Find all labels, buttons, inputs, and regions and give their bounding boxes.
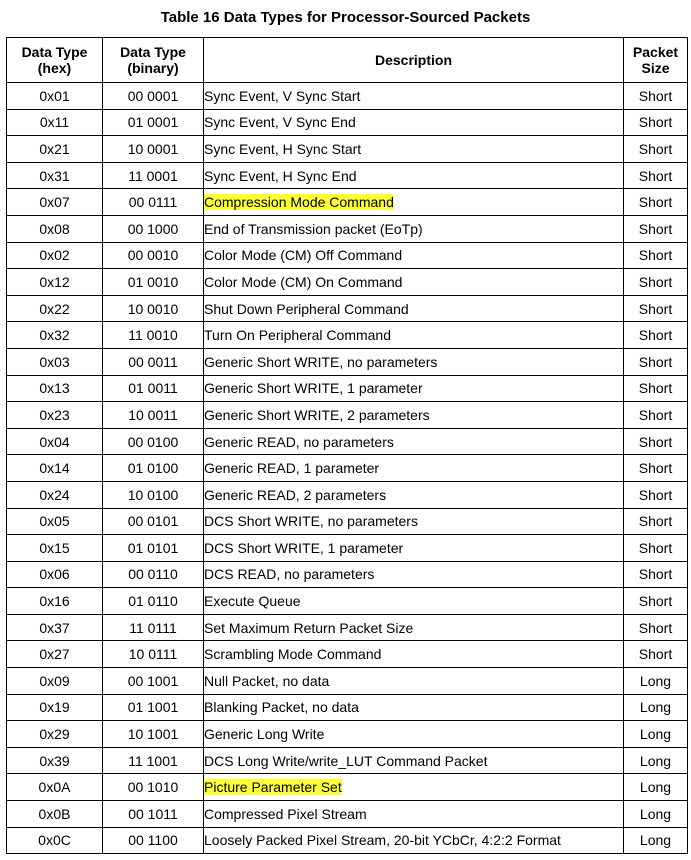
cell-description [204,694,624,721]
header-desc-text: Description [374,52,452,68]
cell-data-type-binary: 00 1000 [103,215,204,242]
cell-data-type-binary: 01 0010 [103,269,204,296]
cell-data-type-hex: 0x09 [7,668,103,695]
table-row [7,747,688,774]
cell-data-type-binary: 01 0001 [103,109,204,136]
description-text: Compressed Pixel Stream [204,805,367,822]
cell-description [204,668,624,695]
cell-description [204,269,624,296]
description-text: Sync Event, H Sync Start [204,140,362,157]
table-body [7,83,688,854]
cell-packet-size: Short [624,588,688,615]
cell-data-type-hex: 0x12 [7,269,103,296]
header-hex-line1: Data Type [21,44,88,60]
description-text: Color Mode (CM) On Command [204,273,403,290]
header-size-line1: Packet [632,44,679,60]
cell-packet-size: Short [624,614,688,641]
cell-data-type-hex: 0x07 [7,189,103,216]
description-text: Color Mode (CM) Off Command [204,247,403,264]
cell-description [204,455,624,482]
cell-data-type-binary: 00 1100 [103,827,204,854]
cell-data-type-hex: 0x23 [7,402,103,429]
cell-description [204,721,624,748]
table-row [7,641,688,668]
cell-data-type-binary: 11 1001 [103,747,204,774]
table-header-row [7,38,688,83]
cell-data-type-hex: 0x15 [7,535,103,562]
cell-data-type-binary: 11 0111 [103,614,204,641]
description-text: Generic Long Write [204,726,325,743]
cell-data-type-hex: 0x01 [7,83,103,110]
description-text: Execute Queue [204,593,301,610]
cell-data-type-hex: 0x02 [7,242,103,269]
cell-description [204,535,624,562]
table-row [7,83,688,110]
cell-data-type-hex: 0x21 [7,136,103,163]
description-text: Generic Short WRITE, 2 parameters [204,406,430,423]
cell-data-type-binary: 11 0010 [103,322,204,349]
cell-description [204,481,624,508]
cell-description [204,136,624,163]
highlighted-description-text: Picture Parameter Set [204,779,342,796]
cell-data-type-hex: 0x06 [7,561,103,588]
cell-data-type-hex: 0x13 [7,375,103,402]
cell-packet-size: Short [624,215,688,242]
cell-packet-size: Short [624,641,688,668]
table-row [7,614,688,641]
cell-data-type-binary: 11 0001 [103,162,204,189]
header-data-type-binary [103,38,204,83]
cell-data-type-hex: 0x05 [7,508,103,535]
description-text: Turn On Peripheral Command [204,327,392,344]
cell-packet-size: Long [624,801,688,828]
cell-description [204,83,624,110]
cell-description [204,614,624,641]
table-row [7,109,688,136]
cell-packet-size: Short [624,189,688,216]
description-text: Generic Short WRITE, no parameters [204,353,438,370]
cell-description [204,348,624,375]
cell-data-type-hex: 0x24 [7,481,103,508]
description-text: Set Maximum Return Packet Size [204,619,414,636]
cell-description [204,641,624,668]
cell-packet-size: Long [624,827,688,854]
cell-data-type-hex: 0x37 [7,614,103,641]
table-caption: Table 16 Data Types for Processor-Sourced Packets [160,9,531,26]
cell-data-type-binary: 00 0100 [103,428,204,455]
cell-data-type-binary: 00 1010 [103,774,204,801]
cell-data-type-hex: 0x0B [7,801,103,828]
cell-data-type-binary: 00 0111 [103,189,204,216]
cell-packet-size: Short [624,83,688,110]
cell-data-type-binary: 10 0011 [103,402,204,429]
description-text: Blanking Packet, no data [204,699,359,716]
cell-packet-size: Short [624,402,688,429]
cell-packet-size: Long [624,747,688,774]
description-text: Generic READ, 2 parameters [204,486,387,503]
cell-packet-size: Short [624,109,688,136]
description-text: Null Packet, no data [204,672,330,689]
table-row [7,215,688,242]
cell-packet-size: Long [624,721,688,748]
table-row [7,694,688,721]
cell-packet-size: Short [624,481,688,508]
cell-data-type-hex: 0x11 [7,109,103,136]
table-row [7,348,688,375]
table-row [7,668,688,695]
cell-packet-size: Short [624,561,688,588]
table-row [7,189,688,216]
cell-data-type-binary: 00 1001 [103,668,204,695]
description-text: Loosely Packed Pixel Stream, 20-bit YCbCr, 4:2:2 Format [204,832,561,849]
cell-description [204,801,624,828]
cell-packet-size: Short [624,162,688,189]
cell-description [204,747,624,774]
header-size-line2: Size [641,60,670,76]
table-row [7,588,688,615]
cell-data-type-hex: 0x0A [7,774,103,801]
cell-description [204,189,624,216]
description-text: Sync Event, V Sync Start [204,87,361,104]
cell-data-type-binary: 00 0110 [103,561,204,588]
description-text: Scrambling Mode Command [204,646,382,663]
table-row [7,322,688,349]
header-description [204,38,624,83]
table-row [7,535,688,562]
table-row [7,136,688,163]
cell-description [204,402,624,429]
table-row [7,402,688,429]
cell-data-type-binary: 01 0011 [103,375,204,402]
description-text: DCS Long Write/write_LUT Command Packet [204,752,488,769]
cell-data-type-hex: 0x08 [7,215,103,242]
cell-data-type-binary: 00 0001 [103,83,204,110]
highlighted-description-text: Compression Mode Command [204,194,394,211]
description-text: Generic READ, no parameters [204,433,394,450]
cell-description [204,561,624,588]
cell-packet-size: Short [624,535,688,562]
cell-packet-size: Short [624,428,688,455]
cell-description [204,428,624,455]
header-packet-size [624,38,688,83]
cell-description [204,774,624,801]
header-data-type-hex [7,38,103,83]
table-row [7,242,688,269]
cell-data-type-hex: 0x0C [7,827,103,854]
description-text: DCS READ, no parameters [204,566,375,583]
table-row [7,774,688,801]
table-row [7,295,688,322]
cell-description [204,508,624,535]
table-row [7,269,688,296]
table-row [7,827,688,854]
cell-packet-size: Short [624,322,688,349]
table-row [7,508,688,535]
description-text: Generic Short WRITE, 1 parameter [204,380,423,397]
cell-data-type-hex: 0x32 [7,322,103,349]
cell-description [204,109,624,136]
cell-data-type-binary: 10 0001 [103,136,204,163]
cell-packet-size: Long [624,774,688,801]
cell-description [204,295,624,322]
cell-data-type-hex: 0x31 [7,162,103,189]
cell-packet-size: Long [624,694,688,721]
description-text: Shut Down Peripheral Command [204,300,409,317]
cell-data-type-binary: 01 1001 [103,694,204,721]
cell-data-type-hex: 0x19 [7,694,103,721]
cell-packet-size: Short [624,295,688,322]
cell-data-type-hex: 0x14 [7,455,103,482]
table-row [7,561,688,588]
cell-description [204,215,624,242]
cell-data-type-binary: 00 0010 [103,242,204,269]
cell-data-type-binary: 10 0010 [103,295,204,322]
table-row [7,375,688,402]
header-bin-line1: Data Type [120,44,186,60]
description-text: End of Transmission packet (EoTp) [204,220,423,237]
cell-packet-size: Short [624,269,688,296]
cell-packet-size: Long [624,668,688,695]
cell-data-type-binary: 10 0100 [103,481,204,508]
cell-data-type-hex: 0x29 [7,721,103,748]
description-text: DCS Short WRITE, 1 parameter [204,539,404,556]
table-row [7,162,688,189]
cell-data-type-hex: 0x39 [7,747,103,774]
cell-data-type-binary: 01 0110 [103,588,204,615]
cell-data-type-binary: 00 0011 [103,348,204,375]
cell-description [204,242,624,269]
cell-data-type-binary: 10 0111 [103,641,204,668]
data-types-table [6,37,688,854]
cell-data-type-hex: 0x22 [7,295,103,322]
cell-description [204,827,624,854]
table-row [7,455,688,482]
cell-description [204,375,624,402]
cell-data-type-hex: 0x27 [7,641,103,668]
header-bin-line2: (binary) [127,60,179,76]
cell-data-type-hex: 0x16 [7,588,103,615]
cell-packet-size: Short [624,508,688,535]
cell-data-type-hex: 0x04 [7,428,103,455]
cell-packet-size: Short [624,348,688,375]
table-row [7,481,688,508]
description-text: Generic READ, 1 parameter [204,460,380,477]
cell-data-type-hex: 0x03 [7,348,103,375]
description-text: Sync Event, H Sync End [204,167,357,184]
cell-description [204,162,624,189]
cell-data-type-binary: 00 0101 [103,508,204,535]
table-row [7,721,688,748]
cell-data-type-binary: 10 1001 [103,721,204,748]
cell-packet-size: Short [624,455,688,482]
cell-packet-size: Short [624,242,688,269]
cell-packet-size: Short [624,136,688,163]
description-text: DCS Short WRITE, no parameters [204,513,418,530]
cell-packet-size: Short [624,375,688,402]
cell-data-type-binary: 01 0100 [103,455,204,482]
cell-description [204,588,624,615]
table-row [7,801,688,828]
header-hex-line2: (hex) [37,60,72,76]
cell-data-type-binary: 00 1011 [103,801,204,828]
table-row [7,428,688,455]
cell-description [204,322,624,349]
cell-data-type-binary: 01 0101 [103,535,204,562]
description-text: Sync Event, V Sync End [204,114,356,131]
